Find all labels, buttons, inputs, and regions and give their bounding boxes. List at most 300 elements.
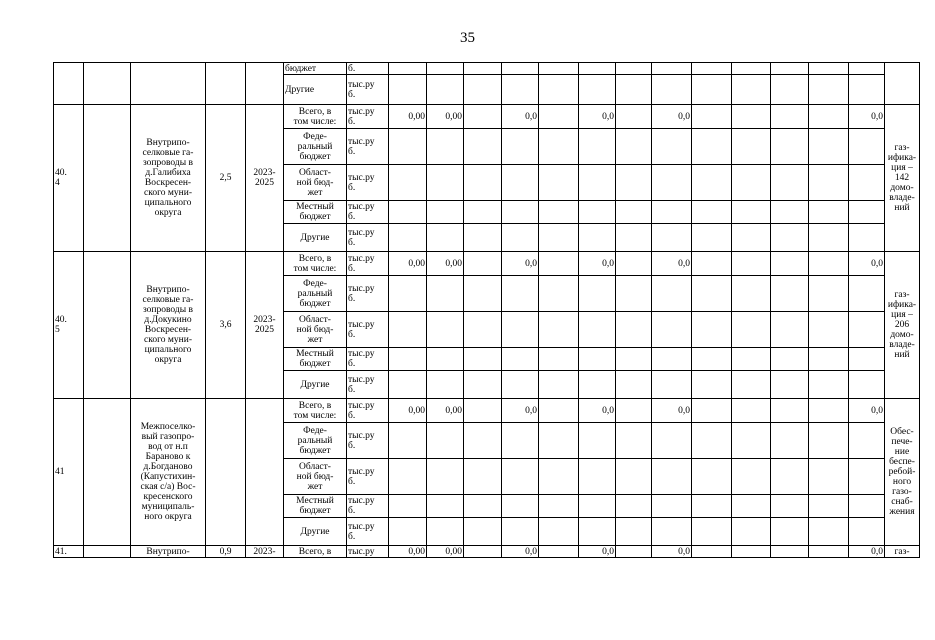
value-cell <box>652 165 692 201</box>
item-period: 2023- 2025 <box>246 252 284 399</box>
value-cell <box>849 129 885 165</box>
unit-cell: тыс.ру б. <box>347 252 389 276</box>
value-cell <box>427 276 464 312</box>
value-cell <box>427 423 464 459</box>
value-cell <box>539 348 579 371</box>
value-cell <box>502 348 539 371</box>
value-cell <box>771 129 809 165</box>
value-cell <box>616 276 652 312</box>
value-cell <box>389 165 427 201</box>
source-cell: Другие <box>284 518 347 546</box>
value-cell <box>464 201 502 224</box>
unit-cell: тыс.ру б. <box>347 495 389 518</box>
unit-cell: тыс.ру б. <box>347 105 389 129</box>
item-period: 2023- <box>246 546 284 558</box>
value-cell: 0,0 <box>849 105 885 129</box>
value-cell <box>539 224 579 252</box>
value-cell: 0,0 <box>579 399 616 423</box>
item-length <box>206 399 246 546</box>
value-cell <box>539 129 579 165</box>
value-cell <box>579 165 616 201</box>
value-cell <box>849 63 885 75</box>
value-cell <box>464 165 502 201</box>
value-cell <box>652 423 692 459</box>
value-cell: 0,0 <box>849 252 885 276</box>
value-cell <box>579 423 616 459</box>
source-cell: Всего, в том числе: <box>284 105 347 129</box>
value-cell <box>692 312 732 348</box>
value-cell <box>692 399 732 423</box>
empty-cell <box>84 546 131 558</box>
value-cell: 0,00 <box>389 546 427 558</box>
value-cell <box>579 75 616 105</box>
unit-cell: тыс.ру б. <box>347 165 389 201</box>
value-cell <box>849 518 885 546</box>
value-cell <box>464 63 502 75</box>
value-cell <box>692 105 732 129</box>
value-cell <box>771 105 809 129</box>
value-cell <box>692 224 732 252</box>
value-cell <box>502 312 539 348</box>
source-cell: Местный бюджет <box>284 201 347 224</box>
value-cell <box>652 276 692 312</box>
table-row <box>54 252 920 276</box>
unit-cell: тыс.ру б. <box>347 312 389 348</box>
value-cell <box>809 276 849 312</box>
value-cell <box>771 201 809 224</box>
item-name: Внутрипо- <box>131 546 206 558</box>
value-cell <box>692 518 732 546</box>
value-cell: 0,0 <box>652 546 692 558</box>
value-cell <box>427 165 464 201</box>
value-cell <box>539 518 579 546</box>
value-cell <box>771 63 809 75</box>
value-cell <box>692 495 732 518</box>
value-cell <box>539 495 579 518</box>
value-cell <box>464 252 502 276</box>
empty-cell-num <box>54 63 84 105</box>
value-cell <box>616 399 652 423</box>
unit-cell: б. <box>347 63 389 75</box>
program-table <box>53 62 920 558</box>
value-cell <box>652 518 692 546</box>
value-cell <box>692 75 732 105</box>
value-cell <box>579 224 616 252</box>
value-cell <box>579 129 616 165</box>
value-cell <box>771 75 809 105</box>
item-number: 41. <box>54 546 84 558</box>
value-cell <box>389 423 427 459</box>
value-cell <box>732 129 771 165</box>
item-period <box>246 399 284 546</box>
value-cell <box>502 276 539 312</box>
value-cell <box>652 224 692 252</box>
value-cell: 0,0 <box>579 105 616 129</box>
value-cell <box>849 459 885 495</box>
value-cell <box>616 312 652 348</box>
result-cell <box>885 63 920 105</box>
value-cell <box>579 348 616 371</box>
empty-cell <box>84 252 131 399</box>
value-cell <box>464 348 502 371</box>
value-cell <box>732 105 771 129</box>
item-result: газ- ифика- ция – 206 домо- владе- ний <box>885 252 920 399</box>
value-cell <box>464 546 502 558</box>
value-cell <box>732 312 771 348</box>
table-row <box>54 399 920 423</box>
item-number: 40. 4 <box>54 105 84 252</box>
value-cell <box>771 224 809 252</box>
value-cell <box>464 224 502 252</box>
item-name: Внутрипо- селковые га- зопроводы в д.Докукино Воскресен- ского муни- ципального округа <box>131 252 206 399</box>
item-length: 2,5 <box>206 105 246 252</box>
value-cell <box>771 423 809 459</box>
source-cell: Другие <box>284 371 347 399</box>
value-cell <box>849 495 885 518</box>
value-cell <box>732 371 771 399</box>
table-row <box>54 546 920 558</box>
value-cell <box>579 495 616 518</box>
value-cell <box>427 459 464 495</box>
value-cell <box>732 252 771 276</box>
value-cell: 0,0 <box>502 252 539 276</box>
value-cell <box>692 423 732 459</box>
page-number: 35 <box>460 30 475 46</box>
source-cell: бюджет <box>284 63 347 75</box>
empty-cell <box>84 105 131 252</box>
value-cell <box>539 252 579 276</box>
unit-cell: тыс.ру б. <box>347 459 389 495</box>
value-cell <box>616 252 652 276</box>
source-cell: Всего, в том числе: <box>284 399 347 423</box>
value-cell <box>849 201 885 224</box>
value-cell <box>616 129 652 165</box>
item-length: 3,6 <box>206 252 246 399</box>
value-cell <box>692 201 732 224</box>
value-cell <box>427 129 464 165</box>
value-cell: 0,00 <box>427 105 464 129</box>
value-cell <box>809 518 849 546</box>
value-cell <box>616 63 652 75</box>
table-row <box>54 63 920 75</box>
value-cell <box>427 75 464 105</box>
value-cell <box>692 63 732 75</box>
value-cell <box>692 129 732 165</box>
value-cell <box>809 224 849 252</box>
value-cell <box>616 165 652 201</box>
value-cell <box>464 75 502 105</box>
value-cell <box>809 252 849 276</box>
value-cell <box>427 371 464 399</box>
value-cell <box>732 165 771 201</box>
value-cell: 0,0 <box>579 546 616 558</box>
value-cell <box>502 75 539 105</box>
value-cell: 0,0 <box>652 105 692 129</box>
value-cell <box>652 75 692 105</box>
value-cell <box>539 63 579 75</box>
value-cell <box>809 348 849 371</box>
value-cell: 0,0 <box>849 399 885 423</box>
unit-cell: тыс.ру б. <box>347 399 389 423</box>
value-cell <box>616 371 652 399</box>
value-cell <box>464 129 502 165</box>
value-cell <box>849 75 885 105</box>
value-cell: 0,00 <box>389 252 427 276</box>
value-cell <box>502 423 539 459</box>
value-cell <box>502 371 539 399</box>
value-cell: 0,00 <box>389 105 427 129</box>
value-cell <box>389 63 427 75</box>
table-row <box>54 105 920 129</box>
value-cell <box>539 423 579 459</box>
value-cell <box>579 371 616 399</box>
value-cell <box>539 276 579 312</box>
value-cell <box>652 348 692 371</box>
value-cell <box>464 399 502 423</box>
value-cell <box>389 371 427 399</box>
unit-cell: тыс.ру б. <box>347 423 389 459</box>
value-cell <box>502 224 539 252</box>
value-cell <box>616 459 652 495</box>
value-cell <box>539 165 579 201</box>
item-result: газ- ифика- ция – 142 домо- владе- ний <box>885 105 920 252</box>
value-cell <box>389 518 427 546</box>
value-cell <box>732 75 771 105</box>
value-cell <box>849 165 885 201</box>
source-cell: Феде- ральный бюджет <box>284 276 347 312</box>
value-cell: 0,00 <box>427 252 464 276</box>
value-cell <box>502 165 539 201</box>
value-cell <box>539 371 579 399</box>
value-cell <box>692 459 732 495</box>
value-cell <box>579 276 616 312</box>
value-cell <box>849 371 885 399</box>
value-cell <box>502 129 539 165</box>
value-cell: 0,0 <box>502 546 539 558</box>
value-cell: 0,00 <box>427 546 464 558</box>
value-cell <box>616 423 652 459</box>
value-cell <box>732 423 771 459</box>
value-cell <box>389 75 427 105</box>
value-cell <box>616 348 652 371</box>
value-cell <box>732 201 771 224</box>
value-cell <box>809 546 849 558</box>
value-cell <box>771 495 809 518</box>
value-cell <box>652 63 692 75</box>
value-cell <box>616 495 652 518</box>
value-cell <box>539 201 579 224</box>
item-name: Межпоселко- вый газопро- вод от н.п Бараново к д.Богданово (Капустихин- ская с/а) Вос- кресенского муниципаль- ного округа <box>131 399 206 546</box>
value-cell <box>809 371 849 399</box>
value-cell: 0,0 <box>579 252 616 276</box>
empty-cell-length <box>206 63 246 105</box>
source-cell: Област- ной бюд- жет <box>284 165 347 201</box>
unit-cell: тыс.ру б. <box>347 276 389 312</box>
value-cell <box>849 423 885 459</box>
value-cell <box>427 312 464 348</box>
value-cell: 0,0 <box>502 105 539 129</box>
value-cell <box>652 201 692 224</box>
value-cell <box>771 371 809 399</box>
value-cell <box>389 201 427 224</box>
item-result: Обес- пече- ние беспе- ребой- ного газо- снаб- жения <box>885 399 920 546</box>
value-cell <box>809 63 849 75</box>
value-cell <box>389 348 427 371</box>
value-cell <box>579 459 616 495</box>
value-cell <box>809 495 849 518</box>
value-cell <box>502 201 539 224</box>
unit-cell: тыс.ру б. <box>347 201 389 224</box>
source-cell: Област- ной бюд- жет <box>284 459 347 495</box>
value-cell <box>389 276 427 312</box>
value-cell <box>464 423 502 459</box>
unit-cell: тыс.ру <box>347 546 389 558</box>
value-cell: 0,0 <box>652 399 692 423</box>
value-cell: 0,00 <box>389 399 427 423</box>
value-cell <box>771 459 809 495</box>
unit-cell: тыс.ру б. <box>347 518 389 546</box>
value-cell <box>771 348 809 371</box>
source-cell: Другие <box>284 75 347 105</box>
value-cell <box>464 105 502 129</box>
value-cell <box>652 129 692 165</box>
value-cell <box>849 312 885 348</box>
value-cell <box>771 252 809 276</box>
value-cell <box>616 518 652 546</box>
value-cell <box>732 459 771 495</box>
value-cell: 0,0 <box>652 252 692 276</box>
value-cell <box>389 495 427 518</box>
source-cell: Другие <box>284 224 347 252</box>
value-cell <box>809 165 849 201</box>
value-cell <box>692 276 732 312</box>
value-cell <box>464 459 502 495</box>
value-cell <box>464 276 502 312</box>
value-cell <box>579 201 616 224</box>
value-cell <box>652 371 692 399</box>
value-cell <box>809 105 849 129</box>
value-cell <box>849 276 885 312</box>
value-cell <box>809 201 849 224</box>
value-cell <box>771 399 809 423</box>
value-cell <box>616 105 652 129</box>
value-cell <box>502 459 539 495</box>
value-cell <box>502 63 539 75</box>
source-cell: Феде- ральный бюджет <box>284 129 347 165</box>
value-cell <box>427 224 464 252</box>
unit-cell: тыс.ру б. <box>347 224 389 252</box>
value-cell <box>692 252 732 276</box>
value-cell <box>771 165 809 201</box>
value-cell <box>809 75 849 105</box>
value-cell <box>809 399 849 423</box>
value-cell <box>427 63 464 75</box>
value-cell <box>389 224 427 252</box>
value-cell <box>389 459 427 495</box>
value-cell <box>771 546 809 558</box>
value-cell <box>539 546 579 558</box>
value-cell <box>732 495 771 518</box>
value-cell <box>809 459 849 495</box>
item-number: 41 <box>54 399 84 546</box>
value-cell <box>427 201 464 224</box>
value-cell <box>539 312 579 348</box>
value-cell <box>732 518 771 546</box>
value-cell <box>732 546 771 558</box>
value-cell <box>502 495 539 518</box>
source-cell: Всего, в <box>284 546 347 558</box>
empty-cell-desc <box>131 63 206 105</box>
value-cell <box>616 201 652 224</box>
value-cell <box>464 518 502 546</box>
item-result: газ- <box>885 546 920 558</box>
value-cell <box>692 348 732 371</box>
value-cell <box>616 546 652 558</box>
value-cell <box>732 399 771 423</box>
value-cell <box>771 312 809 348</box>
item-name: Внутрипо- селковые га- зопроводы в д.Галибиха Воскресен- ского муни- ципального округа <box>131 105 206 252</box>
value-cell <box>427 495 464 518</box>
value-cell <box>771 276 809 312</box>
value-cell <box>809 423 849 459</box>
value-cell <box>652 495 692 518</box>
value-cell <box>732 63 771 75</box>
value-cell <box>732 348 771 371</box>
value-cell <box>616 75 652 105</box>
value-cell <box>427 518 464 546</box>
value-cell <box>539 105 579 129</box>
unit-cell: тыс.ру б. <box>347 348 389 371</box>
value-cell <box>732 276 771 312</box>
item-length: 0,9 <box>206 546 246 558</box>
empty-cell-period <box>246 63 284 105</box>
value-cell <box>464 371 502 399</box>
value-cell <box>809 129 849 165</box>
unit-cell: тыс.ру б. <box>347 75 389 105</box>
value-cell <box>771 518 809 546</box>
value-cell <box>464 312 502 348</box>
value-cell <box>579 63 616 75</box>
value-cell <box>652 312 692 348</box>
value-cell: 0,0 <box>849 546 885 558</box>
value-cell <box>579 518 616 546</box>
value-cell <box>427 348 464 371</box>
value-cell: 0,0 <box>502 399 539 423</box>
value-cell <box>502 518 539 546</box>
item-period: 2023- 2025 <box>246 105 284 252</box>
value-cell <box>809 312 849 348</box>
value-cell <box>579 312 616 348</box>
value-cell <box>732 224 771 252</box>
value-cell <box>849 224 885 252</box>
unit-cell: тыс.ру б. <box>347 129 389 165</box>
value-cell <box>539 75 579 105</box>
empty-cell-name <box>84 63 131 105</box>
unit-cell: тыс.ру б. <box>347 371 389 399</box>
value-cell <box>539 459 579 495</box>
value-cell <box>464 495 502 518</box>
source-cell: Местный бюджет <box>284 348 347 371</box>
value-cell: 0,00 <box>427 399 464 423</box>
item-number: 40. 5 <box>54 252 84 399</box>
value-cell <box>849 348 885 371</box>
source-cell: Феде- ральный бюджет <box>284 423 347 459</box>
value-cell <box>652 459 692 495</box>
value-cell <box>616 224 652 252</box>
value-cell <box>389 129 427 165</box>
empty-cell <box>84 399 131 546</box>
source-cell: Местный бюджет <box>284 495 347 518</box>
